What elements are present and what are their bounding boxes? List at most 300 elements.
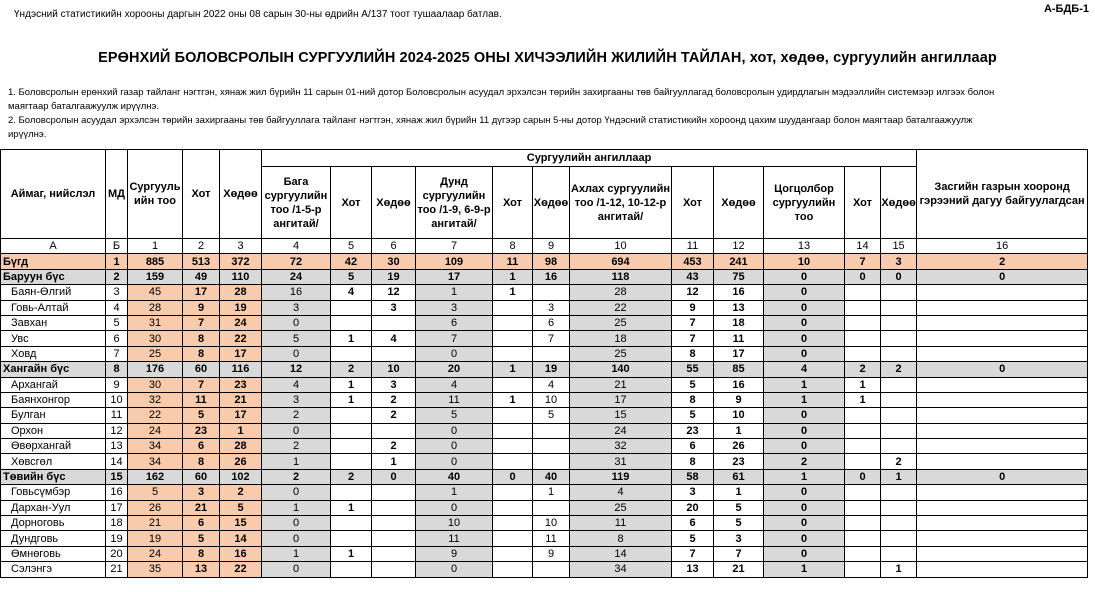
table-cell: 8: [672, 392, 714, 407]
row-md: 5: [106, 315, 128, 330]
table-cell: 22: [220, 562, 262, 577]
table-cell: 1: [262, 454, 331, 469]
table-cell: 40: [533, 469, 570, 484]
table-row: [1, 531, 1088, 546]
row-md: 20: [106, 546, 128, 561]
table-row: [1, 469, 1088, 484]
table-cell: 7: [533, 331, 570, 346]
table-cell: [917, 315, 1088, 330]
row-md: 21: [106, 562, 128, 577]
table-cell: [917, 531, 1088, 546]
table-cell: [493, 408, 533, 423]
table-cell: 15: [220, 516, 262, 531]
column-number: 14: [845, 239, 881, 254]
table-cell: 10: [372, 362, 416, 377]
row-name: Архангай: [1, 377, 106, 392]
table-cell: 21: [183, 500, 220, 515]
row-md: 11: [106, 408, 128, 423]
table-cell: 2: [262, 469, 331, 484]
table-row: [1, 454, 1088, 469]
table-cell: 0: [764, 408, 845, 423]
table-cell: [845, 285, 881, 300]
row-name: Өвөрхангай: [1, 439, 106, 454]
row-name: Ховд: [1, 346, 106, 361]
table-cell: 1: [416, 485, 493, 500]
instructions: [8, 86, 1008, 142]
table-cell: [331, 439, 372, 454]
table-cell: 6: [672, 439, 714, 454]
column-number: 7: [416, 239, 493, 254]
table-cell: 7: [672, 546, 714, 561]
table-cell: [331, 485, 372, 500]
table-cell: 12: [672, 285, 714, 300]
table-cell: 1: [714, 485, 764, 500]
table-cell: [533, 562, 570, 577]
table-cell: 453: [672, 254, 714, 269]
table-cell: 162: [128, 469, 183, 484]
table-cell: [845, 562, 881, 577]
table-cell: 23: [714, 454, 764, 469]
table-cell: 1: [764, 469, 845, 484]
table-cell: 6: [533, 315, 570, 330]
table-cell: 10: [533, 516, 570, 531]
table-cell: 9: [533, 546, 570, 561]
col-aimag: Аймаг, нийслэл: [1, 150, 106, 239]
column-number: 2: [183, 239, 220, 254]
row-name: Говьсүмбэр: [1, 485, 106, 500]
table-cell: [493, 485, 533, 500]
table-cell: 7: [672, 315, 714, 330]
table-cell: 110: [220, 269, 262, 284]
table-cell: 9: [672, 300, 714, 315]
table-cell: 0: [416, 500, 493, 515]
table-cell: [372, 423, 416, 438]
table-cell: [493, 331, 533, 346]
table-cell: 5: [183, 408, 220, 423]
table-cell: [372, 531, 416, 546]
table-cell: 11: [416, 392, 493, 407]
table-cell: [881, 285, 917, 300]
table-cell: 0: [845, 469, 881, 484]
row-md: 15: [106, 469, 128, 484]
table-cell: 140: [570, 362, 672, 377]
table-cell: 1: [493, 269, 533, 284]
col-md: МД: [106, 150, 128, 239]
table-cell: [917, 285, 1088, 300]
row-md: 17: [106, 500, 128, 515]
table-cell: 32: [570, 439, 672, 454]
table-cell: 9: [183, 300, 220, 315]
table-cell: [372, 500, 416, 515]
table-cell: 8: [570, 531, 672, 546]
table-cell: 1: [764, 562, 845, 577]
row-name: Говь-Алтай: [1, 300, 106, 315]
table-cell: 4: [372, 331, 416, 346]
table-cell: 21: [714, 562, 764, 577]
table-cell: 2: [262, 439, 331, 454]
table-cell: [881, 423, 917, 438]
table-cell: 11: [416, 531, 493, 546]
table-cell: 0: [262, 516, 331, 531]
table-cell: 0: [764, 346, 845, 361]
table-cell: 98: [533, 254, 570, 269]
table-cell: 40: [416, 469, 493, 484]
table-cell: 513: [183, 254, 220, 269]
table-row: [1, 439, 1088, 454]
table-cell: 0: [764, 423, 845, 438]
table-cell: [493, 377, 533, 392]
table-cell: [493, 546, 533, 561]
table-cell: 2: [764, 454, 845, 469]
table-cell: 5: [672, 531, 714, 546]
table-cell: 45: [128, 285, 183, 300]
row-name: Сэлэнгэ: [1, 562, 106, 577]
table-cell: 13: [672, 562, 714, 577]
row-md: 8: [106, 362, 128, 377]
table-cell: 0: [764, 439, 845, 454]
table-cell: 2: [881, 454, 917, 469]
table-cell: 4: [570, 485, 672, 500]
table-cell: [533, 423, 570, 438]
table-cell: 23: [220, 377, 262, 392]
col-intergov: Засгийн газрын хооронд гэрээний дагуу байгуулагдсан: [917, 150, 1088, 239]
table-row: [1, 408, 1088, 423]
table-cell: [881, 331, 917, 346]
row-name: Орхон: [1, 423, 106, 438]
table-cell: 8: [183, 546, 220, 561]
table-cell: [881, 485, 917, 500]
table-cell: 16: [714, 377, 764, 392]
table-cell: 24: [128, 423, 183, 438]
col-middle-rural: Хөдөө: [533, 167, 570, 239]
table-cell: 1: [331, 331, 372, 346]
table-cell: 25: [570, 500, 672, 515]
row-name: Хөвсгөл: [1, 454, 106, 469]
table-cell: 7: [183, 315, 220, 330]
table-cell: 17: [416, 269, 493, 284]
table-cell: [881, 377, 917, 392]
table-cell: [845, 439, 881, 454]
table-cell: 2: [372, 408, 416, 423]
table-row: [1, 546, 1088, 561]
table-cell: 5: [183, 531, 220, 546]
col-complex-rural: Хөдөө: [881, 167, 917, 239]
col-secondary-urban: Хот: [672, 167, 714, 239]
report-table: [0, 149, 1088, 578]
column-number: 9: [533, 239, 570, 254]
table-cell: 17: [183, 285, 220, 300]
table-cell: 1: [881, 469, 917, 484]
table-row: [1, 392, 1088, 407]
row-name: Завхан: [1, 315, 106, 330]
table-cell: 5: [220, 500, 262, 515]
table-cell: 7: [416, 331, 493, 346]
table-cell: [372, 346, 416, 361]
table-cell: 0: [416, 454, 493, 469]
table-cell: 25: [128, 346, 183, 361]
table-cell: [493, 439, 533, 454]
table-cell: 7: [672, 331, 714, 346]
form-code: А-БДБ-1: [1043, 3, 1089, 15]
table-cell: 5: [672, 408, 714, 423]
table-cell: 2: [331, 469, 372, 484]
table-cell: 159: [128, 269, 183, 284]
table-cell: [372, 315, 416, 330]
table-cell: 5: [416, 408, 493, 423]
table-cell: [372, 516, 416, 531]
table-cell: 5: [714, 500, 764, 515]
table-row: [1, 500, 1088, 515]
table-cell: 7: [183, 377, 220, 392]
table-body: [1, 254, 1088, 577]
table-cell: 0: [917, 469, 1088, 484]
table-cell: [917, 500, 1088, 515]
instruction-2: 2. Боловсролын асуудал эрхэлсэн төрийн захиргааны төв байгууллага тайланг нэгтгэн, хянаж жил бүрийн 11 дүгээр сарын 5-ны дотор Үндэсний статистикийн хороонд цахим шуудангаар болон маягтаар баталгаажуулж ирүүлнэ.: [8, 115, 973, 140]
row-name: Баянхонгор: [1, 392, 106, 407]
table-cell: 22: [220, 331, 262, 346]
table-cell: 0: [845, 269, 881, 284]
table-cell: 9: [416, 546, 493, 561]
table-cell: [533, 454, 570, 469]
table-cell: 109: [416, 254, 493, 269]
table-cell: 2: [845, 362, 881, 377]
table-cell: 20: [416, 362, 493, 377]
table-cell: 1: [764, 377, 845, 392]
table-cell: [917, 454, 1088, 469]
column-number: 4: [262, 239, 331, 254]
table-cell: 2: [262, 408, 331, 423]
table-cell: [493, 562, 533, 577]
table-cell: 1: [331, 392, 372, 407]
table-cell: 2: [372, 392, 416, 407]
table-cell: 32: [128, 392, 183, 407]
table-cell: 23: [672, 423, 714, 438]
table-cell: [845, 516, 881, 531]
table-cell: 20: [672, 500, 714, 515]
table-cell: 5: [331, 269, 372, 284]
table-cell: 3: [372, 377, 416, 392]
table-cell: [917, 562, 1088, 577]
table-cell: [881, 408, 917, 423]
table-cell: [331, 346, 372, 361]
table-cell: [493, 300, 533, 315]
column-number: 3: [220, 239, 262, 254]
table-cell: 0: [416, 423, 493, 438]
table-cell: [881, 516, 917, 531]
table-cell: 34: [128, 454, 183, 469]
column-number: 10: [570, 239, 672, 254]
column-number: 16: [917, 239, 1088, 254]
table-cell: [917, 408, 1088, 423]
table-cell: 3: [672, 485, 714, 500]
row-md: 7: [106, 346, 128, 361]
column-number: 6: [372, 239, 416, 254]
col-primary-rural: Хөдөө: [372, 167, 416, 239]
table-cell: [917, 392, 1088, 407]
table-cell: 4: [262, 377, 331, 392]
table-row: [1, 269, 1088, 284]
table-cell: [533, 285, 570, 300]
table-cell: 13: [183, 562, 220, 577]
table-cell: 0: [262, 423, 331, 438]
table-cell: 24: [220, 315, 262, 330]
table-cell: 5: [672, 377, 714, 392]
col-middle: Дунд сургуулийн тоо /1-9, 6-9-р ангитай/: [416, 167, 493, 239]
table-cell: [331, 315, 372, 330]
table-cell: 176: [128, 362, 183, 377]
col-secondary: Ахлах сургуулийн тоо /1-12, 10-12-р ангитай/: [570, 167, 672, 239]
table-cell: 1: [714, 423, 764, 438]
table-cell: 16: [262, 285, 331, 300]
approval-note: Үндэсний статистикийн хорооны даргын 2022 оны 08 сарын 30-ны өдрийн А/137 тоот тушаалаар батлав.: [14, 9, 502, 20]
table-cell: 372: [220, 254, 262, 269]
table-cell: [881, 392, 917, 407]
table-cell: 1: [845, 377, 881, 392]
table-cell: 0: [764, 300, 845, 315]
table-cell: 34: [570, 562, 672, 577]
table-cell: 0: [372, 469, 416, 484]
table-cell: 1: [331, 500, 372, 515]
table-cell: 11: [570, 516, 672, 531]
table-cell: 1: [372, 454, 416, 469]
table-cell: 8: [183, 331, 220, 346]
table-cell: 1: [262, 500, 331, 515]
table-cell: [917, 516, 1088, 531]
row-md: 14: [106, 454, 128, 469]
table-cell: 0: [764, 285, 845, 300]
table-cell: 26: [128, 500, 183, 515]
row-md: 19: [106, 531, 128, 546]
table-cell: [493, 315, 533, 330]
table-cell: [917, 439, 1088, 454]
table-cell: 3: [183, 485, 220, 500]
table-cell: 4: [331, 285, 372, 300]
page-title: ЕРӨНХИЙ БОЛОВСРОЛЫН СУРГУУЛИЙН 2024-2025 ОНЫ ХИЧЭЭЛИЙН ЖИЛИЙН ТАЙЛАН, хот, хөдөө, сургуулийн ангиллаар: [98, 50, 997, 66]
table-cell: 1: [764, 392, 845, 407]
table-cell: 23: [183, 423, 220, 438]
table-cell: 10: [714, 408, 764, 423]
table-cell: 0: [764, 315, 845, 330]
table-cell: 10: [533, 392, 570, 407]
col-complex-urban: Хот: [845, 167, 881, 239]
table-cell: 2: [220, 485, 262, 500]
row-name: Хангайн бүс: [1, 362, 106, 377]
table-cell: 1: [493, 362, 533, 377]
table-cell: 9: [714, 392, 764, 407]
table-cell: [917, 377, 1088, 392]
table-cell: 42: [331, 254, 372, 269]
table-cell: 118: [570, 269, 672, 284]
table-cell: 116: [220, 362, 262, 377]
table-cell: 21: [128, 516, 183, 531]
table-row: [1, 516, 1088, 531]
table-cell: 1: [416, 285, 493, 300]
table-cell: 30: [128, 377, 183, 392]
row-md: 9: [106, 377, 128, 392]
col-rural: Хөдөө: [220, 150, 262, 239]
table-cell: [845, 300, 881, 315]
table-cell: [845, 331, 881, 346]
table-cell: 6: [183, 439, 220, 454]
table-cell: [881, 439, 917, 454]
table-cell: 31: [570, 454, 672, 469]
table-cell: 17: [220, 408, 262, 423]
column-number: 11: [672, 239, 714, 254]
table-cell: 694: [570, 254, 672, 269]
table-cell: 1: [331, 377, 372, 392]
table-cell: 21: [220, 392, 262, 407]
table-cell: [845, 454, 881, 469]
table-cell: 241: [714, 254, 764, 269]
column-number: А: [1, 239, 106, 254]
table-cell: [881, 546, 917, 561]
table-cell: 22: [570, 300, 672, 315]
table-cell: 0: [764, 531, 845, 546]
table-cell: 3: [262, 300, 331, 315]
table-cell: 0: [262, 531, 331, 546]
table-cell: 15: [570, 408, 672, 423]
row-md: 16: [106, 485, 128, 500]
table-cell: 0: [416, 346, 493, 361]
table-cell: [372, 562, 416, 577]
col-schools: Сургууль ийн тоо: [128, 150, 183, 239]
table-cell: 8: [183, 454, 220, 469]
table-cell: [845, 531, 881, 546]
table-cell: [917, 546, 1088, 561]
table-row: [1, 485, 1088, 500]
table-cell: 30: [372, 254, 416, 269]
table-cell: 7: [845, 254, 881, 269]
table-cell: 885: [128, 254, 183, 269]
row-name: Дундговь: [1, 531, 106, 546]
table-row: [1, 300, 1088, 315]
table-cell: 0: [764, 516, 845, 531]
table-row: [1, 423, 1088, 438]
row-md: 6: [106, 331, 128, 346]
table-cell: [533, 439, 570, 454]
table-cell: 61: [714, 469, 764, 484]
column-number-row: [1, 239, 1088, 254]
table-cell: 43: [672, 269, 714, 284]
table-cell: 18: [714, 315, 764, 330]
table-cell: 0: [764, 546, 845, 561]
table-cell: [881, 300, 917, 315]
table-cell: 30: [128, 331, 183, 346]
group-header: Сургуулийн ангиллаар: [262, 150, 917, 167]
table-cell: [881, 315, 917, 330]
table-cell: 0: [917, 269, 1088, 284]
table-cell: 19: [533, 362, 570, 377]
table-cell: 60: [183, 362, 220, 377]
table-cell: 24: [570, 423, 672, 438]
table-cell: [917, 346, 1088, 361]
table-cell: 24: [128, 546, 183, 561]
instruction-1: 1. Боловсролын ерөнхий газар тайланг нэгтгэн, хянаж жил бүрийн 11 сарын 01-ний дотор Боловсролын асуудал эрхэлсэн төрийн захиргааны төв байгууллагад боловсролын удирдлагын мэдээллийн системээр илгээх болон маягтаар баталгаажуулж ирүүлнэ.: [8, 87, 995, 112]
row-md: 12: [106, 423, 128, 438]
table-cell: 10: [416, 516, 493, 531]
table-cell: [917, 423, 1088, 438]
row-md: 1: [106, 254, 128, 269]
column-number: 5: [331, 239, 372, 254]
table-cell: [331, 516, 372, 531]
table-cell: [372, 546, 416, 561]
table-cell: 49: [183, 269, 220, 284]
table-cell: 28: [220, 285, 262, 300]
row-name: Булган: [1, 408, 106, 423]
table-cell: 0: [764, 331, 845, 346]
table-cell: 119: [570, 469, 672, 484]
table-cell: 0: [262, 315, 331, 330]
